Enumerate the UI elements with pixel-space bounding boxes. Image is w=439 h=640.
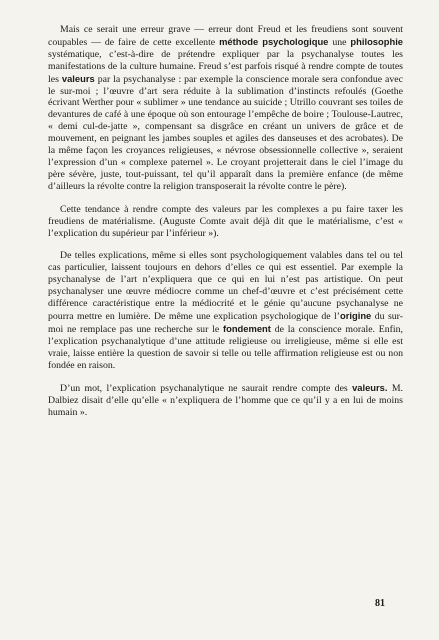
paragraph-3 — [48, 250, 403, 371]
text-run: Mais ce serait une erreur grave — erreur dont Freud et les freudiens sont souvent coupables — de faire de cette excellente — [48, 24, 403, 48]
text-run: du sur-moi ne remplace pas une recherche sur le — [48, 310, 403, 335]
text-run: une — [328, 36, 351, 48]
bold-term: valeurs. — [352, 382, 388, 394]
page-body — [48, 24, 403, 419]
text-run: De telles explications, même si elles sont psychologiquement valables dans tel ou tel cas particulier, laissent toujours en dehors d’elles ce qui est essentiel. Par exemple la psychanalyse de l’art n’expliquera que ce qui en lui n’est pas artistique. On peut psychanalyser une œuvre médiocre comme un chef-d’œuvre et c’est précisément cette différence caractéristique entre la médiocrité et le génie qu’aucune psychanalyse ne pourra mettre en lumière. De même une explication psychologique de l’ — [48, 250, 403, 322]
paragraph-2 — [48, 204, 403, 240]
bold-term: fondement — [222, 322, 271, 334]
paragraph-1 — [48, 24, 403, 193]
paragraph-4 — [48, 382, 403, 419]
page-number: 81 — [375, 598, 385, 609]
bold-term: valeurs — [61, 72, 95, 84]
bold-term: origine — [340, 309, 372, 321]
text-run: systématique, c’est-à-dire de prétendre expliquer par la psychanalyse toutes les manifestations de la culture humaine. Freud s’est parfois risqué à rendre compte de toutes les — [48, 48, 403, 85]
bold-term: philosophie — [350, 35, 404, 47]
text-run: de la conscience morale. Enfin, l’explication psychanalytique d’une attitude religieuse ou irreligieuse, même si elle est vraie, laisse entière la question de savoir si telle ou telle affirmation religieuse est ou non fondée en raison. — [48, 323, 403, 371]
text-run: Cette tendance à rendre compte des valeurs par les complexes a pu faire taxer les freudiens de matérialisme. (Auguste Comte avait déjà dit que le matérialisme, c’est « l’explication du supérieur par l’inférieur »). — [48, 203, 403, 239]
text-run: M. Dalbiez disait d’elle qu’elle « n’expliquera de l’homme que ce qu’il y a en lui de moins humain ». — [48, 383, 403, 419]
text-run: D’un mot, l’explication psychanalytique ne saurait rendre compte des — [60, 383, 353, 395]
text-run: par la psychanalyse : par exemple la conscience morale sera confondue avec le sur-moi ; l’œuvre d’art sera réduite à la sublimation d’instincts refoulés (Goethe écrivant Werther pour « sublimer » une tendance au suicide ; Utrillo couvrant ses toiles de devantures de café à une époque où son entourage l’empêche de boire ; Toulouse-Lautrec, « demi cul-de-jatte », compensant sa disgrâce en créant un univers de grâce et de mouvement, en peignant les jambes souples et agiles des danseuses et des acrobates). De la même façon les croyances religieuses, « névrose obsessionnelle collective », seraient l’expression d’un « complexe paternel ». Le croyant projetterait dans le ciel l’image du père sévère, juste, tout-puissant, tel qu’il apparaît dans la première enfance (de même d’ailleurs la révolte contre la religion transposerait la révolte contre le père). — [48, 73, 403, 192]
bold-term: méthode psychologique — [219, 35, 329, 47]
